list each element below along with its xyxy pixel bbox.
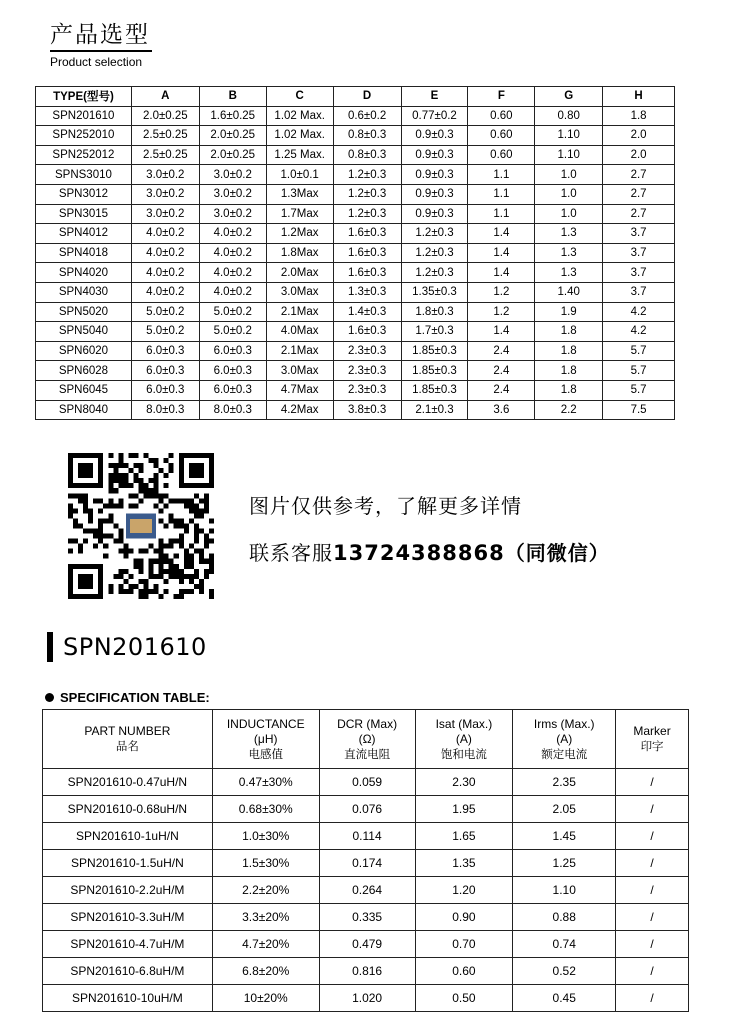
- table-cell: 4.0±0.2: [199, 243, 266, 263]
- table-cell: SPN3015: [36, 204, 132, 224]
- table-cell: 1.0: [535, 204, 603, 224]
- bullet-icon: [45, 693, 54, 702]
- selection-header-cell: A: [131, 87, 199, 107]
- table-cell: 3.7: [603, 243, 675, 263]
- table-cell: 1.10: [535, 145, 603, 165]
- table-cell: 1.85±0.3: [401, 380, 468, 400]
- table-cell: 1.7±0.3: [401, 322, 468, 342]
- table-cell: 4.0Max: [266, 322, 333, 342]
- spec-cell: SPN201610-3.3uH/M: [43, 904, 213, 931]
- spec-header-line: 饱和电流: [440, 746, 487, 761]
- spec-cell: 1.5±30%: [212, 850, 319, 877]
- spec-cell: 2.35: [513, 769, 616, 796]
- spec-header-line: (A): [455, 731, 472, 746]
- table-cell: 4.0±0.2: [199, 263, 266, 283]
- table-cell: 6.0±0.3: [131, 380, 199, 400]
- spec-header-line: (μH): [253, 731, 278, 746]
- table-cell: 1.7Max: [266, 204, 333, 224]
- table-cell: 0.8±0.3: [333, 145, 401, 165]
- table-cell: 1.8Max: [266, 243, 333, 263]
- table-cell: 5.0±0.2: [131, 322, 199, 342]
- table-cell: 6.0±0.3: [131, 361, 199, 381]
- table-cell: SPN6028: [36, 361, 132, 381]
- spec-cell: 0.45: [513, 985, 616, 1012]
- table-row: [36, 165, 675, 185]
- table-cell: 0.9±0.3: [401, 165, 468, 185]
- table-cell: 6.0±0.3: [199, 341, 266, 361]
- spec-cell: 0.076: [319, 796, 415, 823]
- spec-cell: /: [616, 796, 689, 823]
- spec-cell: 0.059: [319, 769, 415, 796]
- table-cell: 0.8±0.3: [333, 126, 401, 146]
- selection-header-cell: B: [199, 87, 266, 107]
- table-row: [43, 877, 689, 904]
- table-cell: SPN6020: [36, 341, 132, 361]
- table-cell: 3.0±0.2: [131, 184, 199, 204]
- table-cell: 1.02 Max.: [266, 106, 333, 126]
- spec-cell: 1.10: [513, 877, 616, 904]
- spec-cell: 0.264: [319, 877, 415, 904]
- table-cell: 1.4: [468, 322, 535, 342]
- table-cell: 1.3: [535, 263, 603, 283]
- table-row: [43, 850, 689, 877]
- table-cell: 2.4: [468, 341, 535, 361]
- table-cell: 1.10: [535, 126, 603, 146]
- table-cell: SPN252012: [36, 145, 132, 165]
- contact-suffix: （同微信）: [504, 541, 610, 565]
- table-cell: 1.0: [535, 165, 603, 185]
- spec-cell: 0.816: [319, 958, 415, 985]
- spec-cell: 1.020: [319, 985, 415, 1012]
- table-cell: 0.60: [468, 126, 535, 146]
- spec-cell: 1.20: [415, 877, 513, 904]
- spec-header-line: 电感值: [248, 746, 283, 761]
- table-cell: 3.0±0.2: [199, 165, 266, 185]
- phone-number: 13724388868: [333, 541, 505, 565]
- spec-cell: 6.8±20%: [212, 958, 319, 985]
- table-cell: 2.7: [603, 184, 675, 204]
- spec-cell: 1.45: [513, 823, 616, 850]
- table-cell: 1.1: [468, 165, 535, 185]
- table-cell: 0.9±0.3: [401, 204, 468, 224]
- spec-cell: 4.7±20%: [212, 931, 319, 958]
- spec-header-cell: [415, 710, 513, 769]
- table-cell: SPN4020: [36, 263, 132, 283]
- table-cell: 1.8: [535, 361, 603, 381]
- table-row: [36, 341, 675, 361]
- table-cell: 2.2: [535, 400, 603, 420]
- spec-header-line: 额定电流: [541, 746, 588, 761]
- selection-header-cell: C: [266, 87, 333, 107]
- spec-header-cell: [212, 710, 319, 769]
- table-cell: 6.0±0.3: [199, 380, 266, 400]
- table-cell: 6.0±0.3: [131, 341, 199, 361]
- table-cell: 1.2±0.3: [401, 263, 468, 283]
- spec-header-cell: [319, 710, 415, 769]
- spec-header-line: 印字: [640, 739, 664, 753]
- table-cell: 0.9±0.3: [401, 184, 468, 204]
- table-cell: 5.0±0.2: [131, 302, 199, 322]
- table-cell: 1.2±0.3: [401, 243, 468, 263]
- selection-header-cell: TYPE(型号): [36, 87, 132, 107]
- table-cell: SPNS3010: [36, 165, 132, 185]
- spec-cell: /: [616, 985, 689, 1012]
- table-cell: 1.6±0.3: [333, 224, 401, 244]
- spec-cell: 1.35: [415, 850, 513, 877]
- table-cell: 8.0±0.3: [131, 400, 199, 420]
- qr-code-image: [68, 453, 214, 599]
- spec-cell: SPN201610-1.5uH/N: [43, 850, 213, 877]
- table-cell: 1.2±0.3: [401, 224, 468, 244]
- table-row: [43, 958, 689, 985]
- spec-cell: 1.25: [513, 850, 616, 877]
- spec-header-line: 直流电阻: [344, 746, 391, 761]
- table-cell: 4.7Max: [266, 380, 333, 400]
- spec-cell: 0.70: [415, 931, 513, 958]
- table-row: [43, 904, 689, 931]
- selection-header-cell: G: [535, 87, 603, 107]
- table-cell: 2.5±0.25: [131, 145, 199, 165]
- section-subtitle: Product selection: [50, 55, 143, 69]
- table-cell: 3.0Max: [266, 282, 333, 302]
- table-cell: SPN3012: [36, 184, 132, 204]
- table-cell: 5.0±0.2: [199, 302, 266, 322]
- table-cell: 2.0±0.25: [131, 106, 199, 126]
- table-row: [36, 302, 675, 322]
- selection-header-cell: D: [333, 87, 401, 107]
- table-cell: 4.0±0.2: [131, 224, 199, 244]
- specification-table: [42, 709, 689, 1012]
- table-cell: 3.6: [468, 400, 535, 420]
- table-cell: 5.7: [603, 380, 675, 400]
- table-cell: SPN201610: [36, 106, 132, 126]
- table-cell: 4.0±0.2: [131, 282, 199, 302]
- table-cell: 3.8±0.3: [333, 400, 401, 420]
- table-cell: SPN5020: [36, 302, 132, 322]
- spec-caption: [45, 690, 210, 705]
- spec-header-line: INDUCTANCE: [226, 716, 305, 731]
- table-cell: 1.02 Max.: [266, 126, 333, 146]
- spec-cell: SPN201610-0.68uH/N: [43, 796, 213, 823]
- table-cell: 5.7: [603, 341, 675, 361]
- table-row: [36, 145, 675, 165]
- table-cell: SPN5040: [36, 322, 132, 342]
- spec-cell: 0.174: [319, 850, 415, 877]
- table-cell: 2.0±0.25: [199, 145, 266, 165]
- table-cell: 3.7: [603, 282, 675, 302]
- table-cell: 3.0±0.2: [199, 184, 266, 204]
- table-cell: 1.0: [535, 184, 603, 204]
- table-cell: SPN252010: [36, 126, 132, 146]
- table-cell: 4.2: [603, 302, 675, 322]
- spec-header-line: 品名: [115, 739, 139, 753]
- spec-cell: /: [616, 958, 689, 985]
- table-cell: 2.1Max: [266, 302, 333, 322]
- model-heading: SPN201610: [47, 632, 207, 662]
- table-cell: 8.0±0.3: [199, 400, 266, 420]
- spec-cell: 0.60: [415, 958, 513, 985]
- table-cell: 1.2Max: [266, 224, 333, 244]
- table-row: [36, 263, 675, 283]
- table-cell: 4.0±0.2: [199, 282, 266, 302]
- table-row: [36, 400, 675, 420]
- table-cell: 2.3±0.3: [333, 361, 401, 381]
- section-title: [50, 20, 152, 69]
- table-cell: 5.7: [603, 361, 675, 381]
- table-cell: 0.80: [535, 106, 603, 126]
- table-cell: 1.0±0.1: [266, 165, 333, 185]
- table-cell: 1.9: [535, 302, 603, 322]
- table-cell: 1.85±0.3: [401, 361, 468, 381]
- spec-cell: SPN201610-6.8uH/M: [43, 958, 213, 985]
- table-cell: 2.0±0.25: [199, 126, 266, 146]
- table-cell: 1.25 Max.: [266, 145, 333, 165]
- spec-cell: 0.47±30%: [212, 769, 319, 796]
- spec-cell: 0.74: [513, 931, 616, 958]
- spec-cell: 1.65: [415, 823, 513, 850]
- selection-header-cell: F: [468, 87, 535, 107]
- spec-caption-text: SPECIFICATION TABLE:: [60, 690, 210, 705]
- table-cell: 2.0: [603, 126, 675, 146]
- spec-cell: 0.90: [415, 904, 513, 931]
- table-cell: 1.2±0.3: [333, 204, 401, 224]
- spec-header-cell: [513, 710, 616, 769]
- spec-cell: 2.2±20%: [212, 877, 319, 904]
- table-cell: 3.0±0.2: [131, 204, 199, 224]
- table-row: [36, 204, 675, 224]
- selection-header-cell: H: [603, 87, 675, 107]
- table-cell: 3.7: [603, 263, 675, 283]
- table-cell: 4.0±0.2: [131, 263, 199, 283]
- table-cell: SPN8040: [36, 400, 132, 420]
- table-cell: 0.9±0.3: [401, 145, 468, 165]
- table-row: [36, 243, 675, 263]
- table-cell: 5.0±0.2: [199, 322, 266, 342]
- table-cell: 0.6±0.2: [333, 106, 401, 126]
- table-row: [36, 380, 675, 400]
- spec-cell: SPN201610-10uH/M: [43, 985, 213, 1012]
- table-cell: 1.2±0.3: [333, 165, 401, 185]
- table-row: [43, 931, 689, 958]
- table-cell: 2.0: [603, 145, 675, 165]
- spec-table-header: [43, 710, 689, 769]
- contact-note: 图片仅供参考，了解更多详情: [249, 494, 522, 518]
- table-row: [43, 985, 689, 1012]
- table-cell: 2.4: [468, 380, 535, 400]
- spec-header-cell: [616, 710, 689, 769]
- table-cell: 2.3±0.3: [333, 380, 401, 400]
- spec-cell: SPN201610-2.2uH/M: [43, 877, 213, 904]
- spec-cell: /: [616, 931, 689, 958]
- spec-header-line: (A): [556, 731, 573, 746]
- section-title-zh: 产品选型: [50, 20, 152, 52]
- table-row: [36, 224, 675, 244]
- spec-cell: 3.3±20%: [212, 904, 319, 931]
- table-row: [36, 361, 675, 381]
- table-cell: 1.3: [535, 224, 603, 244]
- table-cell: SPN4018: [36, 243, 132, 263]
- spec-header-line: Irms (Max.): [533, 716, 595, 731]
- table-cell: 0.60: [468, 145, 535, 165]
- table-cell: 2.1±0.3: [401, 400, 468, 420]
- table-cell: 4.2: [603, 322, 675, 342]
- table-row: [43, 823, 689, 850]
- table-cell: 2.5±0.25: [131, 126, 199, 146]
- table-cell: SPN4012: [36, 224, 132, 244]
- table-row: [43, 769, 689, 796]
- spec-cell: 0.114: [319, 823, 415, 850]
- table-cell: 2.1Max: [266, 341, 333, 361]
- table-cell: 1.1: [468, 184, 535, 204]
- spec-cell: /: [616, 823, 689, 850]
- spec-cell: 10±20%: [212, 985, 319, 1012]
- table-row: [36, 106, 675, 126]
- table-cell: 0.77±0.2: [401, 106, 468, 126]
- spec-cell: 0.50: [415, 985, 513, 1012]
- table-cell: 1.8±0.3: [401, 302, 468, 322]
- table-cell: SPN6045: [36, 380, 132, 400]
- table-cell: 2.0Max: [266, 263, 333, 283]
- table-cell: 1.6±0.3: [333, 243, 401, 263]
- table-cell: 1.3: [535, 243, 603, 263]
- contact-prefix: 联系客服: [249, 541, 333, 565]
- table-cell: 1.2±0.3: [333, 184, 401, 204]
- spec-cell: 0.479: [319, 931, 415, 958]
- table-cell: 7.5: [603, 400, 675, 420]
- spec-header-cell: [43, 710, 213, 769]
- spec-cell: 1.0±30%: [212, 823, 319, 850]
- spec-cell: 0.68±30%: [212, 796, 319, 823]
- table-cell: 1.4: [468, 243, 535, 263]
- table-cell: 1.8: [535, 341, 603, 361]
- table-cell: 3.0±0.2: [131, 165, 199, 185]
- spec-cell: SPN201610-1uH/N: [43, 823, 213, 850]
- spec-header-line: DCR (Max): [337, 716, 398, 731]
- selection-header-cell: E: [401, 87, 468, 107]
- spec-cell: /: [616, 850, 689, 877]
- table-cell: 1.6±0.25: [199, 106, 266, 126]
- spec-cell: /: [616, 904, 689, 931]
- product-selection-table: [35, 86, 675, 420]
- table-cell: 1.3±0.3: [333, 282, 401, 302]
- table-cell: 4.0±0.2: [131, 243, 199, 263]
- table-row: [43, 796, 689, 823]
- table-cell: 0.9±0.3: [401, 126, 468, 146]
- table-cell: 2.7: [603, 165, 675, 185]
- table-cell: 3.0Max: [266, 361, 333, 381]
- table-cell: 1.1: [468, 204, 535, 224]
- table-cell: 1.40: [535, 282, 603, 302]
- table-cell: 2.7: [603, 204, 675, 224]
- selection-table-header: [36, 87, 675, 107]
- table-cell: 4.0±0.2: [199, 224, 266, 244]
- table-cell: 1.85±0.3: [401, 341, 468, 361]
- table-cell: 2.4: [468, 361, 535, 381]
- table-cell: 1.6±0.3: [333, 322, 401, 342]
- table-cell: 1.3Max: [266, 184, 333, 204]
- table-cell: 1.8: [535, 322, 603, 342]
- table-cell: 4.2Max: [266, 400, 333, 420]
- table-row: [36, 322, 675, 342]
- spec-header-line: (Ω): [358, 731, 376, 746]
- table-cell: SPN4030: [36, 282, 132, 302]
- spec-cell: 0.88: [513, 904, 616, 931]
- spec-cell: /: [616, 877, 689, 904]
- spec-cell: 0.52: [513, 958, 616, 985]
- table-row: [36, 184, 675, 204]
- table-cell: 1.4±0.3: [333, 302, 401, 322]
- table-cell: 0.60: [468, 106, 535, 126]
- spec-cell: 2.30: [415, 769, 513, 796]
- table-cell: 1.6±0.3: [333, 263, 401, 283]
- contact-line: [249, 537, 610, 566]
- table-cell: 1.8: [603, 106, 675, 126]
- spec-cell: 1.95: [415, 796, 513, 823]
- table-cell: 1.2: [468, 282, 535, 302]
- spec-cell: 2.05: [513, 796, 616, 823]
- table-cell: 3.7: [603, 224, 675, 244]
- spec-cell: SPN201610-4.7uH/M: [43, 931, 213, 958]
- table-row: [36, 282, 675, 302]
- table-cell: 1.4: [468, 263, 535, 283]
- spec-header-line: Isat (Max.): [435, 716, 493, 731]
- table-cell: 1.35±0.3: [401, 282, 468, 302]
- spec-cell: 0.335: [319, 904, 415, 931]
- table-cell: 1.8: [535, 380, 603, 400]
- spec-header-line: PART NUMBER: [84, 724, 171, 738]
- spec-cell: SPN201610-0.47uH/N: [43, 769, 213, 796]
- spec-header-line: Marker: [633, 724, 671, 738]
- table-cell: 1.4: [468, 224, 535, 244]
- table-cell: 2.3±0.3: [333, 341, 401, 361]
- table-cell: 1.2: [468, 302, 535, 322]
- table-cell: 3.0±0.2: [199, 204, 266, 224]
- spec-cell: /: [616, 769, 689, 796]
- table-cell: 6.0±0.3: [199, 361, 266, 381]
- table-row: [36, 126, 675, 146]
